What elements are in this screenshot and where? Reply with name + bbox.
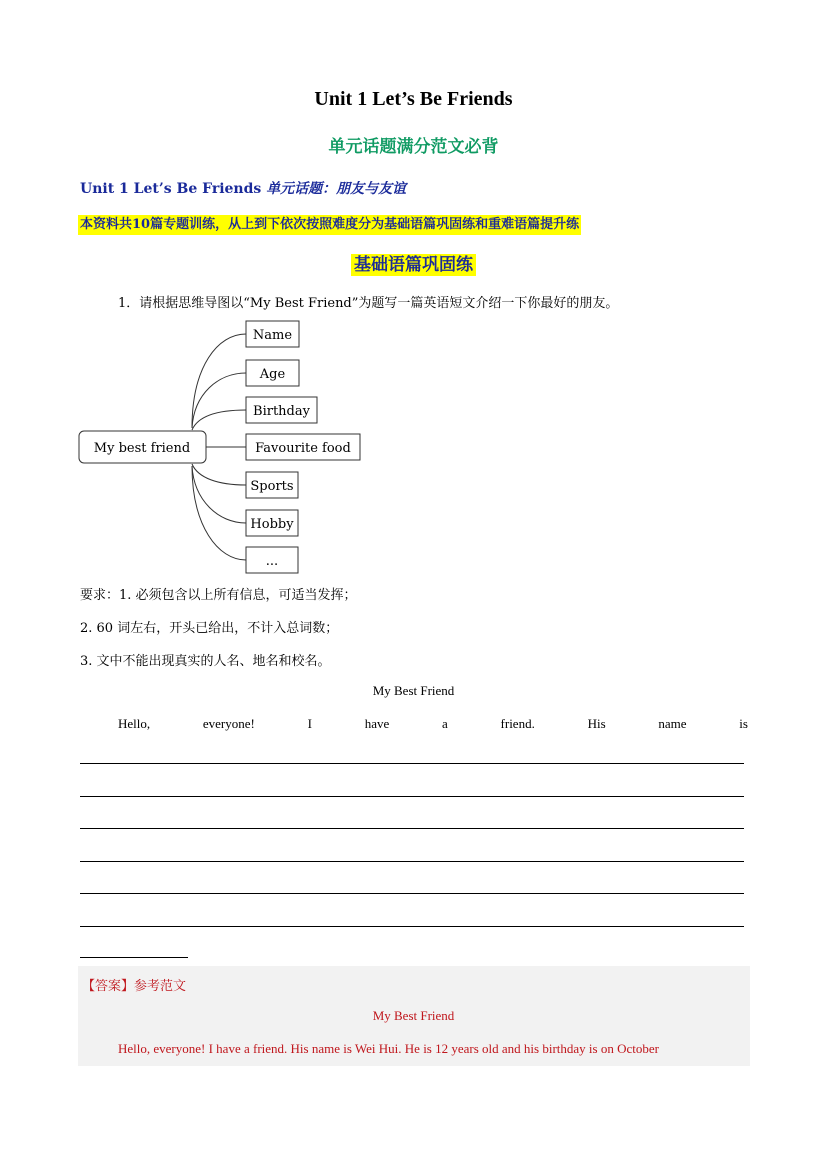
- mindmap-node-label: Age: [259, 367, 286, 382]
- opening-word: I: [307, 716, 312, 731]
- opening-word: a: [442, 716, 448, 731]
- connector-sports: [192, 464, 246, 485]
- mindmap-node-hobby: [246, 510, 298, 536]
- connector-more: [192, 466, 246, 560]
- opening-word: everyone!: [202, 716, 255, 731]
- unit-topic: 单元话题：朋友与友谊: [266, 181, 407, 197]
- opening-word: is: [739, 716, 748, 731]
- mindmap-node-label: Birthday: [253, 404, 310, 419]
- answer-line[interactable]: [80, 926, 744, 927]
- answer-line[interactable]: [80, 763, 744, 764]
- opening-word: have: [364, 716, 390, 731]
- page-subtitle: 单元话题满分范文必背: [328, 137, 499, 157]
- answer-label: 【答案】参考范文: [82, 979, 187, 994]
- mindmap-node-label: Favourite food: [255, 441, 351, 456]
- mindmap-node-name: [246, 321, 299, 347]
- opening-word: name: [658, 716, 687, 731]
- connector-name: [192, 334, 246, 428]
- section-heading-text: 基础语篇巩固练: [351, 254, 476, 276]
- requirement-1: 要求：1. 必须包含以上所有信息，可适当发挥；: [80, 588, 357, 603]
- page-title: Unit 1 Let’s Be Friends: [314, 88, 513, 110]
- mindmap-center-label: My best friend: [93, 441, 191, 456]
- opening-word: Hello,: [118, 716, 151, 731]
- essay-title: My Best Friend: [372, 683, 455, 698]
- opening-word: friend.: [500, 716, 535, 731]
- question-prompt: 1．请根据思维导图以“My Best Friend”为题写一篇英语短文介绍一下你最好的朋友。: [118, 296, 619, 311]
- mindmap-node-favourite-food: [246, 434, 360, 460]
- opening-word: His: [587, 716, 606, 731]
- mindmap-node-label: ...: [265, 554, 279, 569]
- mindmap-node-age: [246, 360, 299, 386]
- mindmap-center-node: [79, 431, 206, 463]
- answer-line[interactable]: [80, 796, 744, 797]
- unit-name: Unit 1 Let’s Be Friends: [80, 181, 262, 197]
- answer-line[interactable]: [80, 861, 744, 862]
- connector-birthday: [192, 410, 246, 430]
- answer-line[interactable]: [80, 893, 744, 894]
- mind-map: [78, 316, 368, 578]
- section-heading: [0, 250, 827, 275]
- mindmap-node-sports: [246, 472, 298, 498]
- unit-topic-line: [80, 178, 406, 198]
- mindmap-node-label: Sports: [250, 479, 294, 494]
- mindmap-node-birthday: [246, 397, 317, 423]
- requirement-3: 3. 文中不能出现真实的人名、地名和校名。: [80, 654, 331, 669]
- mindmap-node-label: Hobby: [250, 517, 294, 532]
- answer-line[interactable]: [80, 828, 744, 829]
- mindmap-node-label: Name: [252, 328, 293, 343]
- answer-line-short[interactable]: [80, 957, 188, 958]
- answer-text: Hello, everyone! I have a friend. His name is Wei Hui. He is 12 years old and his birthday is on October: [118, 1041, 659, 1056]
- requirement-2: 2. 60 词左右，开头已给出，不计入总词数；: [80, 621, 339, 636]
- essay-opening: [118, 716, 748, 732]
- intro-highlight: 本资料共10篇专题训练，从上到下依次按照难度分为基础语篇巩固练和重难语篇提升练: [78, 215, 581, 235]
- mindmap-node-more: [246, 547, 298, 573]
- answer-title: My Best Friend: [372, 1008, 455, 1023]
